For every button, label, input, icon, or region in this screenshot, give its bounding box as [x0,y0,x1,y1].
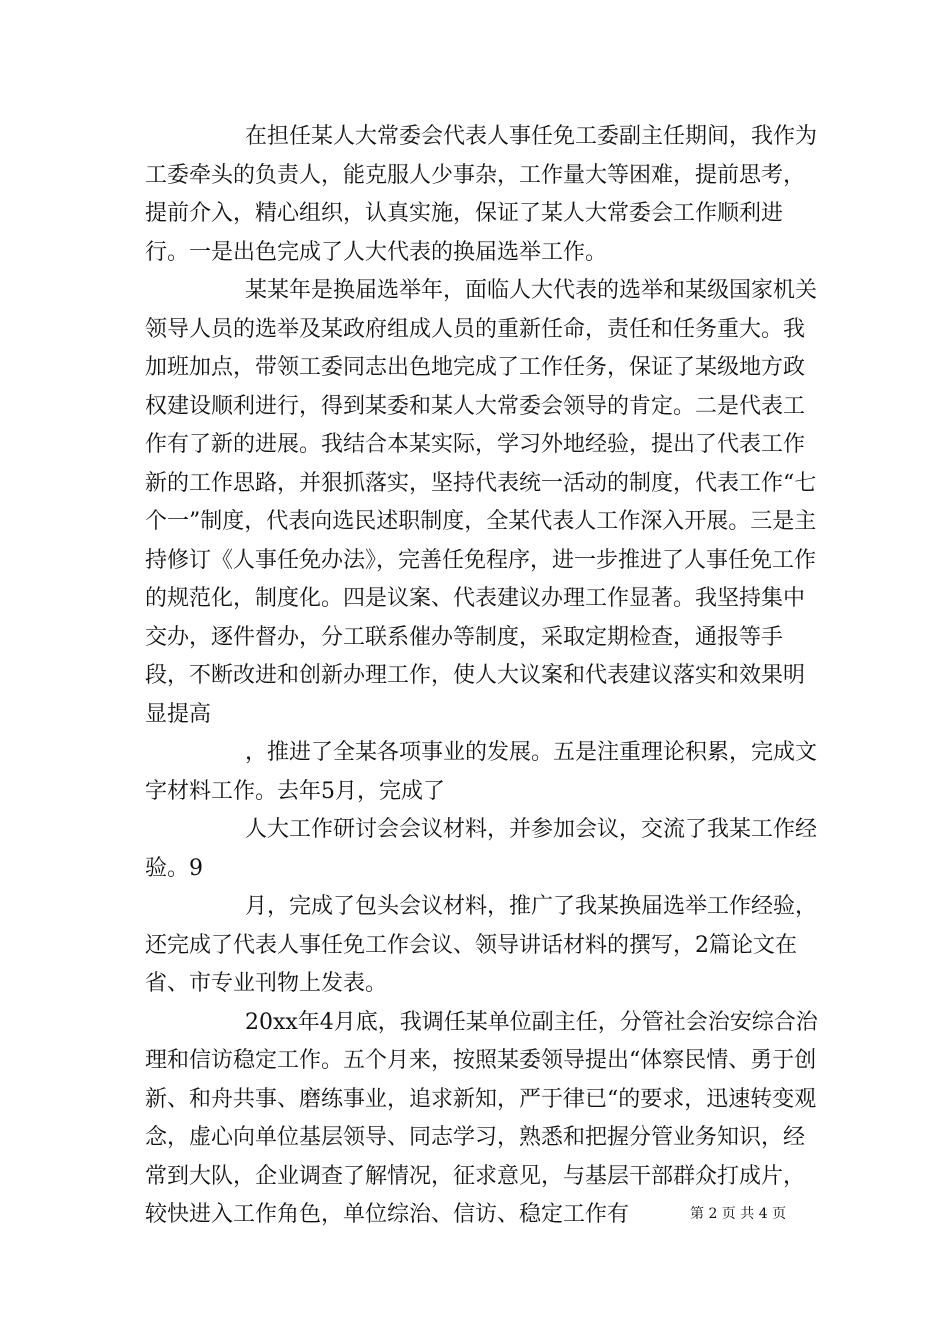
page-number-footer: 第 2 页 共 4 页 [690,1206,787,1222]
paragraph-4: 人大工作研讨会会议材料，并参加会议，交流了我某工作经验。9 [145,817,818,881]
paragraph-5: 月，完成了包头会议材料，推广了我某换届选举工作经验，还完成了代表人事任免工作会议、领导讲话材料的撰写，2篇论文在省、市专业刊物上发表。 [145,894,818,996]
paragraph-2: 某某年是换届选举年，面临人大代表的选举和某级国家机关领导人员的选举及某政府组成人员的重新任命，责任和任务重大。我加班加点，带领工委同志出色地完成了工作任务，保证了某级地方政权建设顺利进行，得到某委和某人大常委会领导的肯定。二是代表工作有了新的进展。我结合本某实际，学习外地经验，提出了代表工作新的工作思路，并狠抓落实，坚持代表统一活动的制度，代表工作“七个一”制度，代表向选民述职制度，全某代表人工作深入开展。三是主持修订《人事任免办法》，完善任免程序，进一步推进了人事任免工作的规范化，制度化。四是议案、代表建议办理工作显著。我坚持集中交办，逐件督办，分工联系催办等制度，采取定期检查，通报等手段，不断改进和创新办理工作，使人大议案和代表建议落实和效果明显提高 [145,278,818,727]
paragraph-6: 20xx年4月底，我调任某单位副主任，分管社会治安综合治理和信访稳定工作。五个月来，按照某委领导提出“体察民情、勇于创新、和舟共事、磨练事业，追求新知，严于律已“的要求，迅速转变观念，虚心向单位基层领导、同志学习，熟悉和把握分管业务知识，经常到大队，企业调查了解情况，征求意见，与基层干部群众打成片，较快进入工作角色，单位综治、信访、稳定工作有 [145,1009,818,1227]
paragraph-3: ，推进了全某各项事业的发展。五是注重理论积累，完成文字材料工作。去年5月，完成了 [145,740,818,804]
paragraph-1: 在担任某人大常委会代表人事任免工委副主任期间，我作为工委牵头的负责人，能克服人少事杂，工作量大等困难，提前思考，提前介入，精心组织，认真实施，保证了某人大常委会工作顺利进行。一是出色完成了人大代表的换届选举工作。 [145,124,818,265]
document-body [145,118,825,1235]
